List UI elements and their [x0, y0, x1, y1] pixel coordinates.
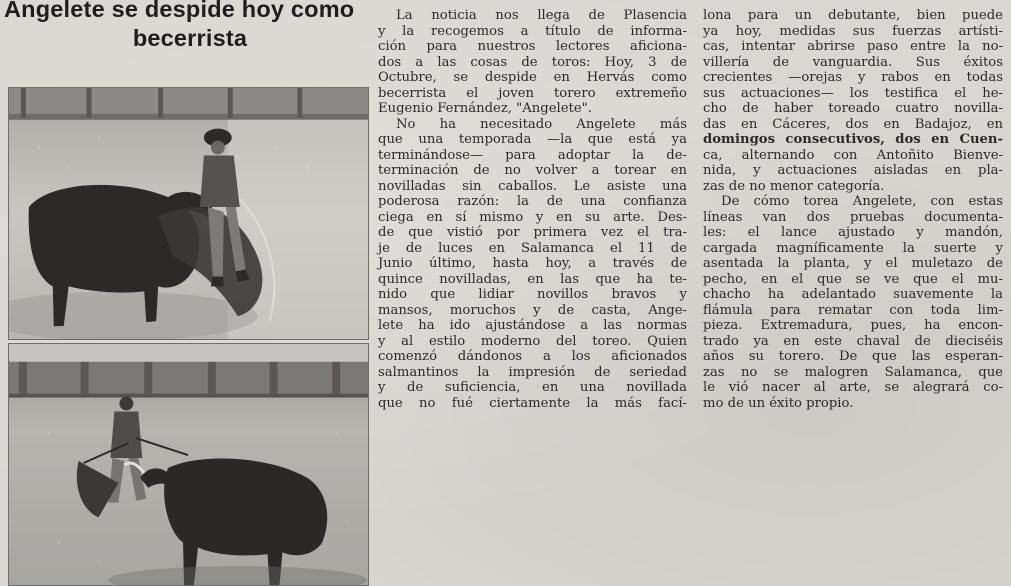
- text-line: villería de vanguardia. Sus éxitos: [703, 54, 1003, 70]
- text-line: trado ya en este chaval de dieciséis: [703, 333, 1003, 349]
- text-line: zas no se malogren Salamanca, que: [703, 364, 1003, 380]
- text-line: cas, intentar abrirse paso entre la no-: [703, 39, 1003, 54]
- text-line: asentada la planta, y el muletazo de: [703, 256, 1003, 271]
- text-line: de que vistió por primera vez el tra-: [378, 225, 687, 240]
- text-line: ca, alternando con Antoñito Bienve-: [703, 147, 1003, 163]
- text-line: je de luces en Salamanca el 11 de: [378, 240, 687, 256]
- text-line: les: el lance ajustado y mandón,: [703, 225, 1003, 240]
- bullfight-photo-icon: [9, 344, 368, 585]
- text-line: que una temporada —la que está ya: [378, 132, 687, 147]
- text-line: das en Cáceres, dos en Badajoz, en: [703, 116, 1003, 132]
- text-line: domingos consecutivos, dos en Cuen-: [703, 132, 1003, 147]
- text-line: Eugenio Fernández, "Angelete".: [378, 101, 592, 116]
- text-line: cargada magníficamente la suerte y: [703, 240, 1003, 256]
- text-line: terminándose— para adoptar la de-: [378, 147, 687, 163]
- headline-line-1: Angelete se despide hoy como: [4, 0, 355, 22]
- text-line: comenzó dándonos a los aficionados: [378, 349, 687, 364]
- text-line: y de suficiencia, en una novillada: [378, 380, 687, 395]
- bullfight-photo-icon: [9, 88, 368, 339]
- photo-muleta-pass: [8, 343, 369, 586]
- text-line: ya hoy, medidas sus fuerzas artísti-: [703, 23, 1003, 39]
- photo-cape-pass: [8, 87, 369, 340]
- text-line: zas de no menor categoría.: [703, 178, 885, 194]
- text-line: líneas van dos pruebas documenta-: [703, 209, 1003, 225]
- text-line: La noticia nos llega de Plasencia: [396, 8, 687, 23]
- text-line: becerrista el joven torero extremeño: [378, 85, 687, 101]
- text-line: Octubre, se despide en Hervás como: [378, 70, 687, 85]
- text-line: y la recogemos a título de informa-: [378, 23, 687, 39]
- text-line: Junio último, hasta hoy, a través de: [378, 256, 687, 271]
- text-line: y al estilo moderno del toreo. Quien: [378, 333, 687, 349]
- text-line: nida, y actuaciones aisladas en pla-: [703, 163, 1003, 178]
- text-line: lona para un debutante, bien puede: [703, 8, 1003, 23]
- text-line: poderosa razón: la de una confianza: [378, 194, 687, 209]
- text-line: novilladas sin caballos. Le asiste una: [378, 178, 687, 194]
- text-line: cho de haber toreado cuatro novilla-: [703, 101, 1003, 116]
- text-line: ciega en sí mismo y en su arte. Des-: [378, 209, 687, 225]
- text-line: terminación de no volver a torear en: [378, 163, 687, 178]
- text-line: mo de un éxito propio.: [703, 395, 854, 411]
- text-line: De cómo torea Angelete, con estas: [721, 194, 1003, 209]
- text-line: ción para nuestros lectores aficiona-: [378, 39, 687, 54]
- text-line: pieza. Extremadura, pues, ha encon-: [703, 318, 1003, 333]
- text-line: sus actuaciones— los testifica el he-: [703, 85, 1003, 101]
- article-column-1: [378, 8, 687, 411]
- text-line: le vió nacer al arte, se alegrará co-: [703, 380, 1003, 395]
- text-line: años su torero. De que las esperan-: [703, 349, 1003, 364]
- text-line: lete ha ido ajustándose a las normas: [378, 318, 687, 333]
- text-line: nido que lidiar novillos bravos y: [378, 287, 687, 302]
- article-column-2: [703, 8, 1003, 411]
- headline: [4, 0, 376, 53]
- text-line: mansos, moruchos y de casta, Ange-: [378, 302, 687, 318]
- text-line: flámula para rematar con toda lim-: [703, 302, 1003, 318]
- text-line: quince novilladas, en las que ha te-: [378, 271, 687, 287]
- headline-line-2: becerrista: [132, 25, 248, 51]
- text-line: que no fué ciertamente la más fací-: [378, 395, 687, 411]
- text-line: salmantinos la impresión de seriedad: [378, 364, 687, 380]
- text-line: pecho, en el que se ve que el mu-: [703, 271, 1003, 287]
- text-line: crecientes —orejas y rabos en todas: [703, 70, 1003, 85]
- text-line: dos a las cosas de toros: Hoy, 3 de: [378, 54, 687, 70]
- text-line: No ha necesitado Angelete más: [396, 116, 687, 132]
- text-line: chacho ha adelantado suavemente la: [703, 287, 1003, 302]
